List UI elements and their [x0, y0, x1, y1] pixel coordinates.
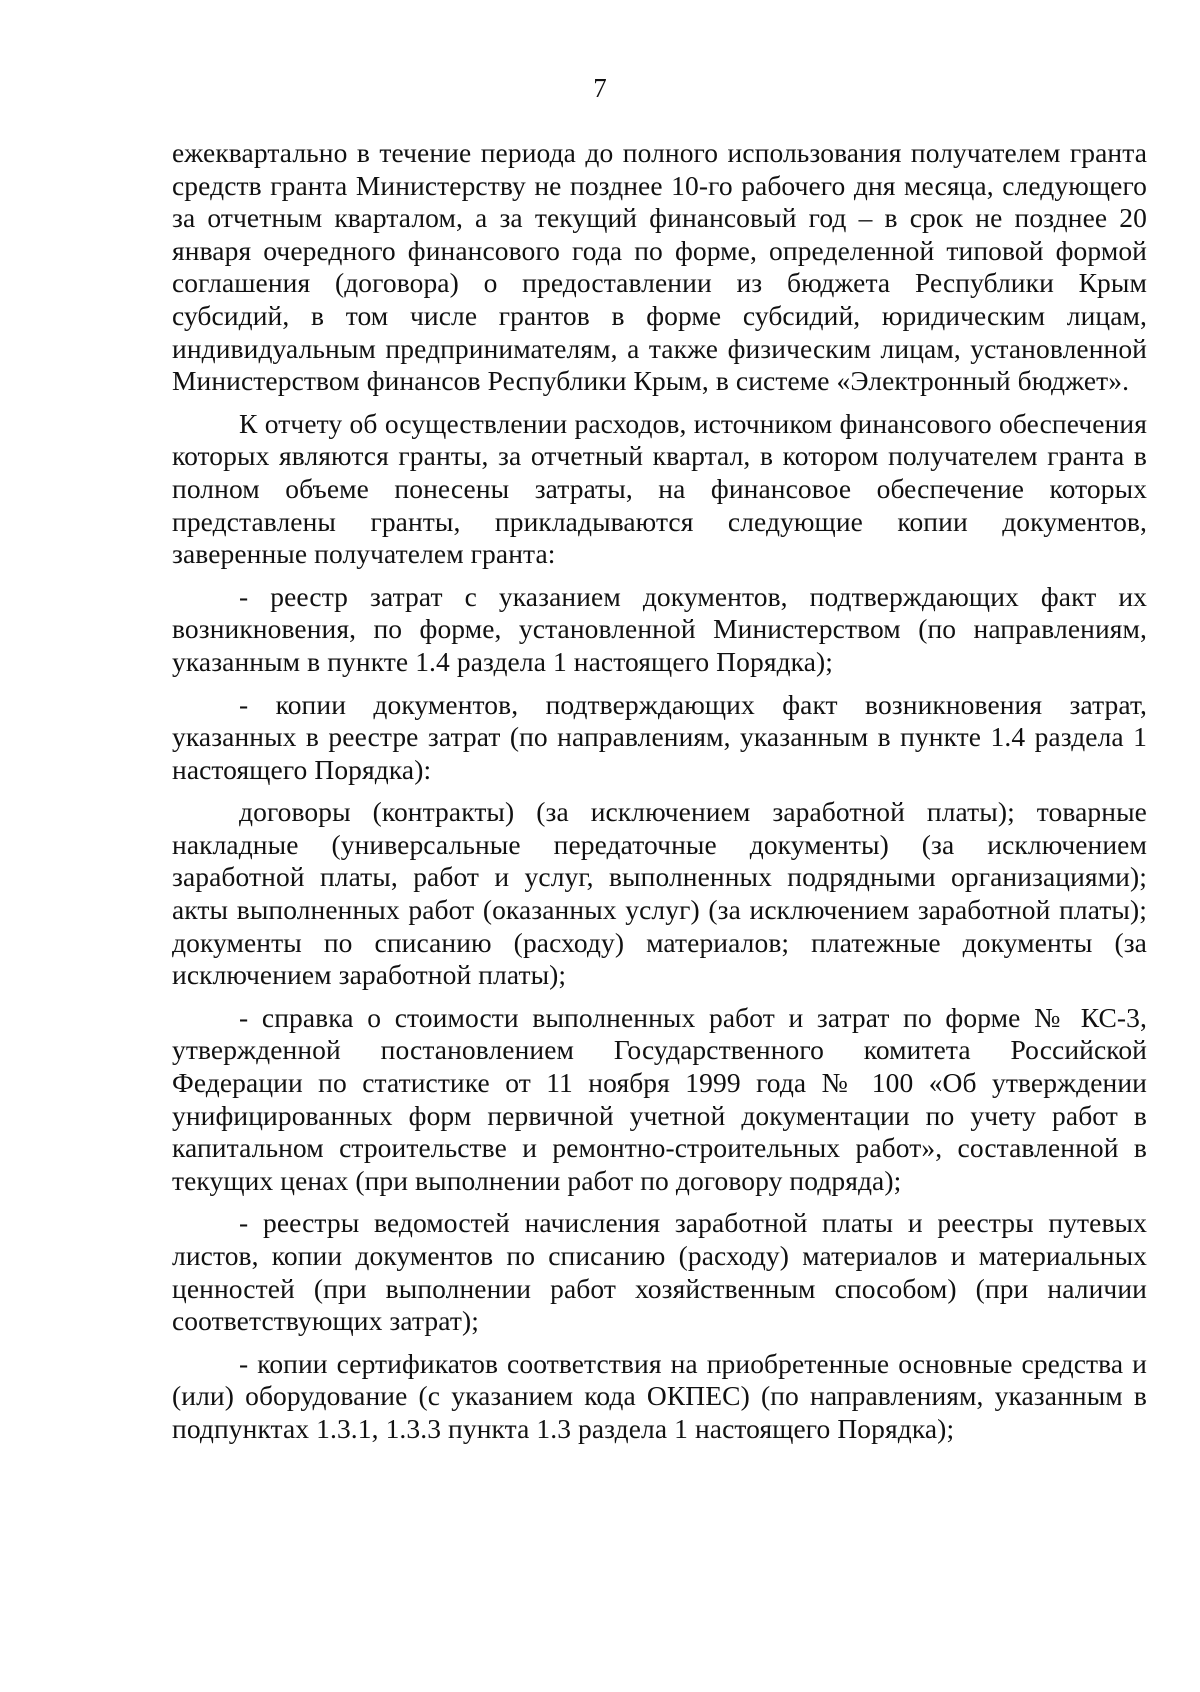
- paragraph-quarterly-report: ежеквартально в течение периода до полного использования получателем гранта средств гранта Министерству не позднее 10-го рабочего дня месяца, следующего за отчетным кварталом, а за текущий финансовый год – в срок не позднее 20 января очередного финансового года по форме, определенной типовой формой соглашения (договора) о предоставлении из бюджета Республики Крым субсидий, в том числе грантов в форме субсидий, юридическим лицам, индивидуальным предпринимателям, а также физическим лицам, установленной Министерством финансов Республики Крым, в системе «Электронный бюджет».: [172, 137, 1147, 397]
- list-item-payroll-registries: - реестры ведомостей начисления заработной платы и реестры путевых листов, копии документов по списанию (расходу) материалов и материальных ценностей (при выполнении работ хозяйственным способом) (при наличии соответствующих затрат);: [172, 1207, 1147, 1337]
- list-item-cost-registry: - реестр затрат с указанием документов, подтверждающих факт их возникновения, по форме, установленной Министерством (по направлениям, указанным в пункте 1.4 раздела 1 настоящего Порядка);: [172, 580, 1147, 677]
- paragraph-contracts-and-acts: договоры (контракты) (за исключением заработной платы); товарные накладные (универсальные передаточные документы) (за исключением заработной платы, работ и услуг, выполненных подрядными организациями); акты выполненных работ (оказанных услуг) (за исключением заработной платы); документы по списанию (расходу) материалов; платежные документы (за исключением заработной платы);: [172, 796, 1147, 991]
- list-item-conformity-certificates: - копии сертификатов соответствия на приобретенные основные средства и (или) оборудование (с указанием кода ОКПЕС) (по направлениям, указанным в подпунктах 1.3.1, 1.3.3 пункта 1.3 раздела 1 настоящего Порядка);: [172, 1347, 1147, 1444]
- list-item-ks3-certificate: - справка о стоимости выполненных работ и затрат по форме № КС-3, утвержденной постановлением Государственного комитета Российской Федерации по статистике от 11 ноября 1999 года № 100 «Об утверждении унифицированных форм первичной учетной документации по учету работ в капитальном строительстве и ремонтно-строительных работ», составленной в текущих ценах (при выполнении работ по договору подряда);: [172, 1001, 1147, 1196]
- list-item-document-copies: - копии документов, подтверждающих факт возникновения затрат, указанных в реестре затрат (по направлениям, указанным в пункте 1.4 раздела 1 настоящего Порядка):: [172, 688, 1147, 785]
- paragraph-report-attachments: К отчету об осуществлении расходов, источником финансового обеспечения которых являются гранты, за отчетный квартал, в котором получателем гранта в полном объеме понесены затраты, на финансовое обеспечение которых представлены гранты, прикладываются следующие копии документов, заверенные получателем гранта:: [172, 407, 1147, 570]
- document-body: [172, 137, 1147, 1456]
- page-number: 7: [593, 73, 607, 103]
